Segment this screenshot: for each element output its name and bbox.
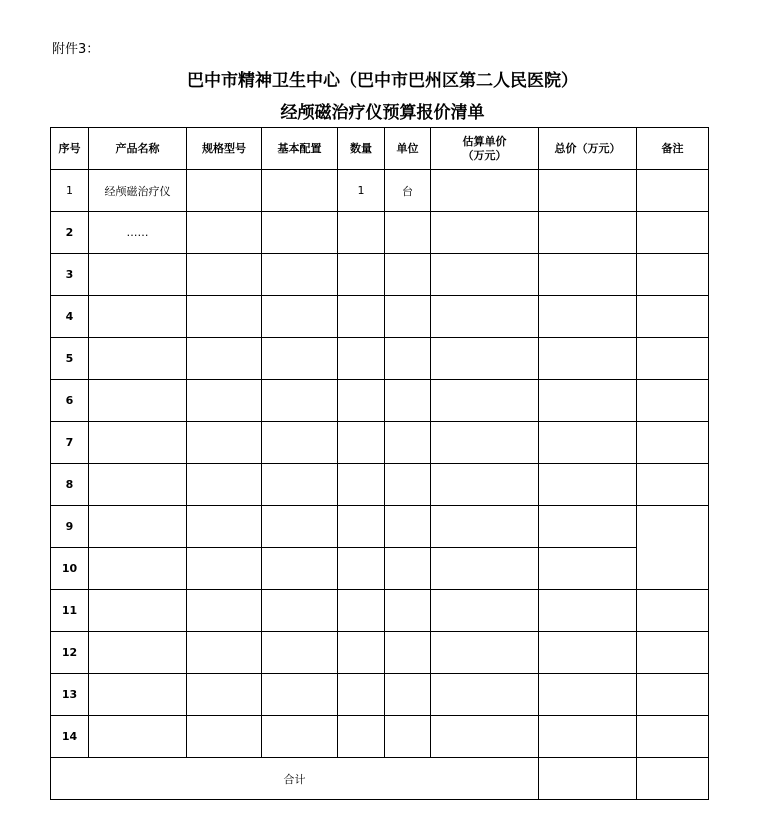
cell-qty — [338, 506, 385, 548]
cell-model — [187, 380, 262, 422]
table-row — [51, 464, 709, 506]
cell-qty: 1 — [338, 170, 385, 212]
table-row — [51, 590, 709, 632]
cell-name — [89, 380, 187, 422]
cell-price — [431, 716, 539, 758]
cell-qty — [338, 380, 385, 422]
cell-name — [89, 464, 187, 506]
cell-unit — [385, 674, 431, 716]
cell-total — [539, 590, 637, 632]
cell-config — [262, 422, 338, 464]
table-row — [51, 212, 709, 254]
cell-qty — [338, 422, 385, 464]
cell-model — [187, 548, 262, 590]
cell-qty — [338, 338, 385, 380]
cell-total — [539, 548, 637, 590]
cell-unit: 台 — [385, 170, 431, 212]
cell-total — [539, 506, 637, 548]
cell-qty — [338, 212, 385, 254]
cell-seq: 9 — [51, 506, 89, 548]
cell-config — [262, 464, 338, 506]
cell-seq: 13 — [51, 674, 89, 716]
cell-seq: 2 — [51, 212, 89, 254]
cell-seq: 3 — [51, 254, 89, 296]
cell-model — [187, 296, 262, 338]
cell-price — [431, 338, 539, 380]
cell-config — [262, 632, 338, 674]
cell-unit — [385, 464, 431, 506]
cell-model — [187, 422, 262, 464]
cell-remarks — [637, 338, 709, 380]
cell-model — [187, 590, 262, 632]
cell-qty — [338, 254, 385, 296]
cell-seq: 7 — [51, 422, 89, 464]
cell-model — [187, 338, 262, 380]
cell-total — [539, 296, 637, 338]
cell-name — [89, 590, 187, 632]
cell-config — [262, 674, 338, 716]
cell-unit — [385, 422, 431, 464]
cell-price — [431, 254, 539, 296]
cell-unit — [385, 380, 431, 422]
cell-total — [539, 716, 637, 758]
unit-price-label: 估算单价 — [462, 134, 507, 148]
cell-config — [262, 506, 338, 548]
cell-price — [431, 632, 539, 674]
cell-model — [187, 674, 262, 716]
cell-config — [262, 716, 338, 758]
cell-price — [431, 548, 539, 590]
cell-name — [89, 254, 187, 296]
document-title: 巴中市精神卫生中心（巴中市巴州区第二人民医院） — [187, 71, 578, 91]
table-header-row — [51, 128, 709, 170]
cell-price — [431, 464, 539, 506]
cell-config — [262, 296, 338, 338]
cell-unit — [385, 296, 431, 338]
cell-qty — [338, 632, 385, 674]
cell-config — [262, 254, 338, 296]
col-header-product-name: 产品名称 — [89, 128, 187, 170]
cell-remarks — [637, 506, 709, 590]
col-header-total-price: 总价（万元） — [539, 128, 637, 170]
cell-name — [89, 674, 187, 716]
col-header-configuration: 基本配置 — [262, 128, 338, 170]
cell-config — [262, 170, 338, 212]
cell-seq: 8 — [51, 464, 89, 506]
cell-model — [187, 716, 262, 758]
cell-price — [431, 506, 539, 548]
cell-name — [89, 296, 187, 338]
cell-remarks — [637, 212, 709, 254]
cell-price — [431, 380, 539, 422]
cell-seq: 5 — [51, 338, 89, 380]
cell-price — [431, 170, 539, 212]
cell-qty — [338, 674, 385, 716]
cell-remarks — [637, 632, 709, 674]
cell-model — [187, 254, 262, 296]
unit-price-unit: （万元） — [462, 148, 507, 162]
total-row — [51, 758, 709, 800]
cell-config — [262, 590, 338, 632]
cell-seq: 12 — [51, 632, 89, 674]
col-header-quantity: 数量 — [338, 128, 385, 170]
cell-unit — [385, 212, 431, 254]
cell-name — [89, 632, 187, 674]
cell-total — [539, 254, 637, 296]
cell-model — [187, 212, 262, 254]
col-header-remarks: 备注 — [637, 128, 709, 170]
cell-seq: 4 — [51, 296, 89, 338]
cell-total — [539, 632, 637, 674]
cell-model — [187, 632, 262, 674]
cell-total — [539, 212, 637, 254]
cell-price — [431, 674, 539, 716]
cell-model — [187, 506, 262, 548]
cell-seq: 6 — [51, 380, 89, 422]
cell-remarks — [637, 170, 709, 212]
attachment-label: 附件3： — [52, 42, 100, 57]
col-header-seq: 序号 — [51, 128, 89, 170]
table-row — [51, 548, 709, 590]
cell-remarks — [637, 590, 709, 632]
cell-price — [431, 212, 539, 254]
cell-unit — [385, 590, 431, 632]
cell-total — [539, 170, 637, 212]
cell-qty — [338, 464, 385, 506]
cell-name — [89, 716, 187, 758]
cell-seq: 11 — [51, 590, 89, 632]
cell-model — [187, 170, 262, 212]
table-row — [51, 632, 709, 674]
cell-name — [89, 548, 187, 590]
cell-unit — [385, 254, 431, 296]
table-row — [51, 674, 709, 716]
cell-remarks — [637, 674, 709, 716]
cell-price — [431, 296, 539, 338]
table-row — [51, 338, 709, 380]
total-label: 合计 — [51, 758, 539, 800]
cell-unit — [385, 716, 431, 758]
total-remarks-cell — [637, 758, 709, 800]
cell-remarks — [637, 716, 709, 758]
cell-model — [187, 464, 262, 506]
cell-qty — [338, 548, 385, 590]
cell-seq: 14 — [51, 716, 89, 758]
table-row — [51, 380, 709, 422]
col-header-model: 规格型号 — [187, 128, 262, 170]
cell-total — [539, 464, 637, 506]
cell-config — [262, 212, 338, 254]
cell-name — [89, 338, 187, 380]
quotation-table — [50, 127, 709, 800]
cell-unit — [385, 548, 431, 590]
cell-unit — [385, 632, 431, 674]
col-header-unit-price — [431, 128, 539, 170]
cell-total — [539, 380, 637, 422]
cell-seq: 10 — [51, 548, 89, 590]
cell-qty — [338, 716, 385, 758]
cell-total — [539, 422, 637, 464]
cell-price — [431, 422, 539, 464]
table-row — [51, 254, 709, 296]
cell-remarks — [637, 464, 709, 506]
cell-unit — [385, 338, 431, 380]
cell-remarks — [637, 422, 709, 464]
cell-remarks — [637, 380, 709, 422]
document-subtitle: 经颅磁治疗仪预算报价清单 — [280, 103, 485, 123]
table-row — [51, 296, 709, 338]
cell-config — [262, 548, 338, 590]
cell-total — [539, 338, 637, 380]
cell-qty — [338, 590, 385, 632]
cell-remarks — [637, 296, 709, 338]
cell-config — [262, 380, 338, 422]
cell-total — [539, 674, 637, 716]
table-row — [51, 170, 709, 212]
cell-name: …… — [89, 212, 187, 254]
cell-remarks — [637, 254, 709, 296]
cell-config — [262, 338, 338, 380]
cell-seq: 1 — [51, 170, 89, 212]
col-header-unit: 单位 — [385, 128, 431, 170]
table-row — [51, 716, 709, 758]
cell-name — [89, 422, 187, 464]
cell-unit — [385, 506, 431, 548]
table-row — [51, 506, 709, 548]
table-row — [51, 422, 709, 464]
total-price-cell — [539, 758, 637, 800]
cell-name: 经颅磁治疗仪 — [89, 170, 187, 212]
cell-name — [89, 506, 187, 548]
cell-price — [431, 590, 539, 632]
cell-qty — [338, 296, 385, 338]
